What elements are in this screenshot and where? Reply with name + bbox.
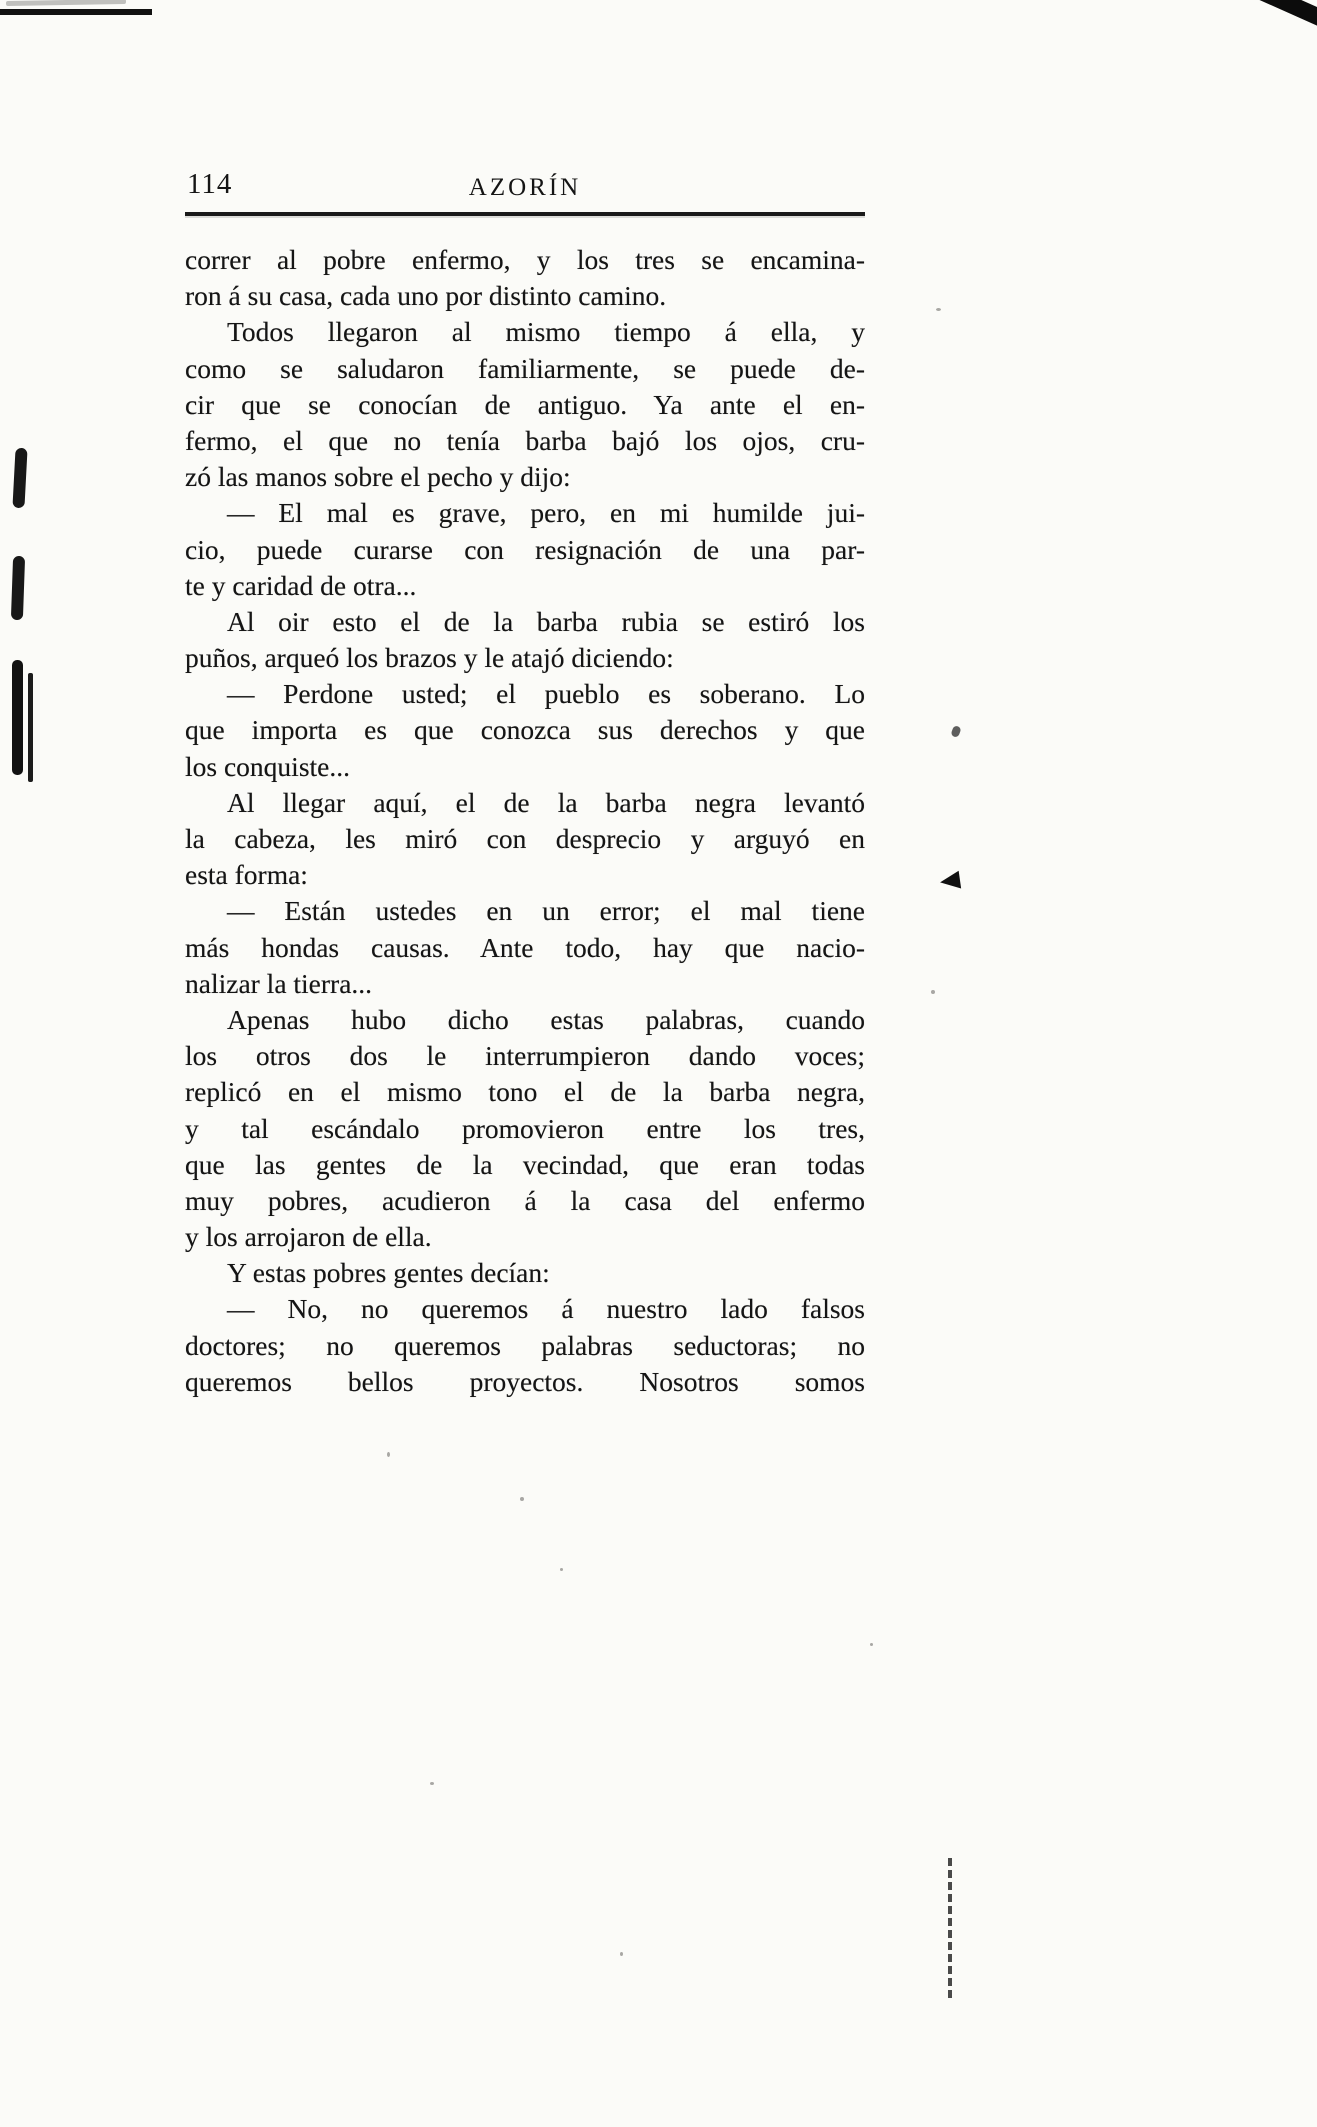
text-line: queremos bellos proyectos. Nosotros somos [185,1365,865,1397]
scan-speck [931,990,935,994]
margin-tick-mark [950,725,961,738]
margin-arrow-mark [939,871,961,892]
scan-speck [560,1568,563,1571]
text-line: correr al pobre enfermo, y los tres se encamina- [185,244,865,275]
text-line: Al oir esto el de la barba rubia se estiró los [227,605,865,637]
text-line: Al llegar aquí, el de la barba negra levantó [227,786,865,818]
scan-speck [430,1782,434,1785]
text-line: muy pobres, acudieron á la casa del enfermo [185,1184,865,1216]
text-line: que importa es que conozca sus derechos y que [185,714,865,746]
scan-speck [387,1452,390,1457]
text-line: Y estas pobres gentes decían: [227,1257,550,1289]
text-line: esta forma: [185,859,308,891]
margin-ink-mark [12,660,23,775]
margin-dashed-line [948,1858,952,1998]
text-line: puños, arqueó los brazos y le atajó diciendo: [185,642,674,674]
running-title: AZORÍN [468,174,582,201]
text-line: — Perdone usted; el pueblo es soberano. Lo [227,678,865,710]
text-line: la cabeza, les miró con desprecio y arguyó en [185,823,865,854]
text-line: Apenas hubo dicho estas palabras, cuando [227,1003,865,1035]
text-line: los otros dos le interrumpieron dando voces; [185,1040,865,1072]
scan-speck [620,1952,623,1956]
margin-ink-mark [12,448,27,509]
text-line: replicó en el mismo tono el de la barba negra, [185,1076,865,1108]
text-line: — No, no queremos á nuestro lado falsos [227,1293,865,1325]
text-line: como se saludaron familiarmente, se puede de- [185,352,865,384]
text-line: zó las manos sobre el pecho y dijo: [185,461,571,493]
text-line: cir que se conocían de antiguo. Ya ante el en- [185,388,865,420]
text-block [185,242,865,1400]
text-line: ron á su casa, cada uno por distinto camino. [185,280,667,312]
text-line: fermo, el que no tenía barba bajó los ojos, cru- [185,424,865,456]
scan-artifact-top-line [0,9,152,15]
scan-speck [520,1497,524,1501]
text-line: nalizar la tierra... [185,967,373,999]
scan-speck [936,308,941,311]
text-line: que las gentes de la vecindad, que eran todas [185,1148,865,1180]
scan-speck [870,1643,873,1646]
text-line: doctores; no queremos palabras seductoras; no [185,1329,865,1361]
scan-artifact-corner-wedge [1239,0,1317,34]
page-number: 114 [187,168,233,200]
text-line: y los arrojaron de ella. [185,1221,432,1253]
text-line: — Están ustedes en un error; el mal tiene [227,895,865,927]
text-line: y tal escándalo promovieron entre los tres, [185,1112,865,1144]
scan-artifact-pencil-smudge [6,0,126,6]
text-line: te y caridad de otra... [185,569,417,601]
text-line: Todos llegaron al mismo tiempo á ella, y [227,316,865,348]
text-line: más hondas causas. Ante todo, hay que nacio- [185,931,865,963]
text-line: cio, puede curarse con resignación de una par- [185,533,865,565]
header-rule [185,212,865,216]
text-line: los conquiste... [185,750,350,782]
text-line: — El mal es grave, pero, en mi humilde jui- [227,497,865,529]
margin-ink-mark [11,556,25,620]
